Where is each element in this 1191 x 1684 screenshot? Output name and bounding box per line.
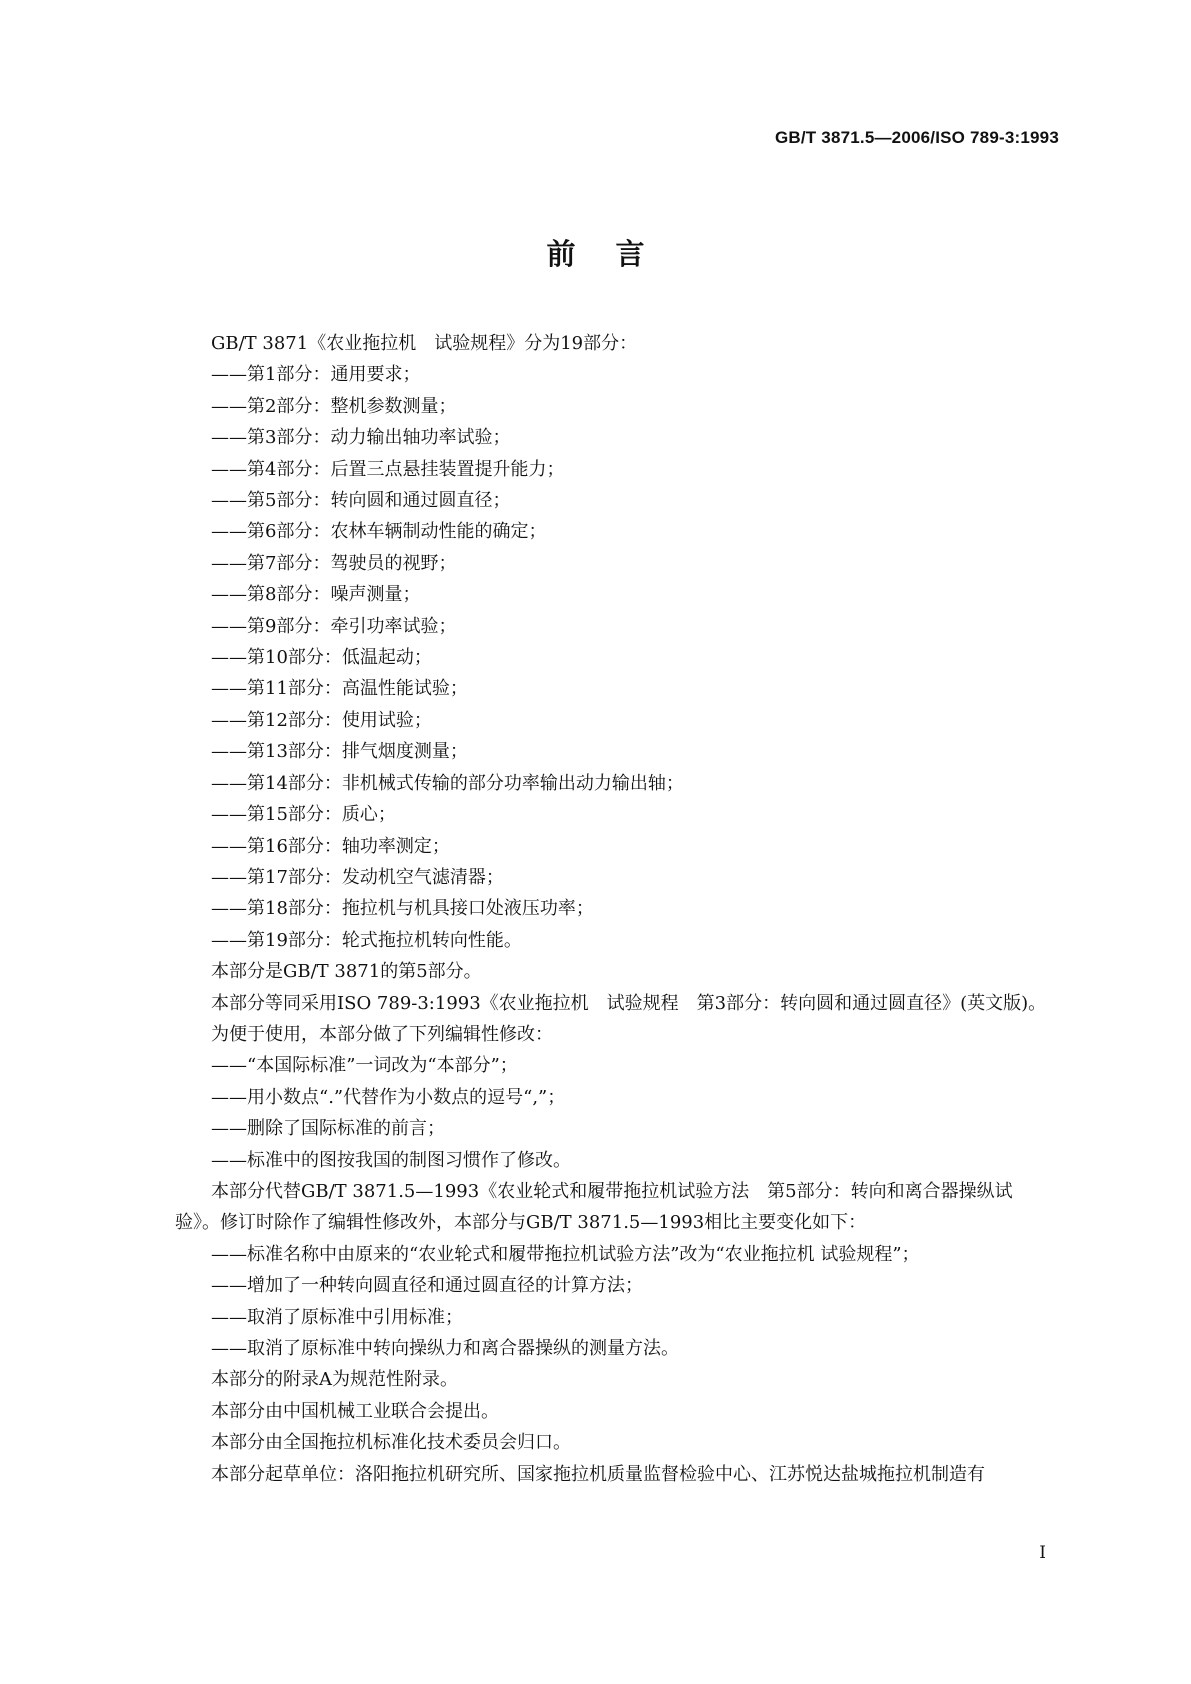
list-item: ——第9部分：牵引功率试验； xyxy=(211,615,457,637)
list-item: ——用小数点“.”代替作为小数点的逗号“,”； xyxy=(211,1086,566,1108)
list-item: ——第13部分：排气烟度测量； xyxy=(211,741,468,763)
list-item: ——取消了原标准中引用标准； xyxy=(211,1306,463,1328)
list-item: ——第6部分：农林车辆制动性能的确定； xyxy=(211,521,547,543)
list-item: ——第15部分：质心； xyxy=(211,804,396,826)
list-item: ——“本国际标准”一词改为“本部分”； xyxy=(211,1055,518,1077)
list-item: ——第12部分：使用试验； xyxy=(211,709,432,731)
list-item: ——第5部分：转向圆和通过圆直径； xyxy=(211,490,511,512)
page-number: I xyxy=(1039,1543,1046,1563)
paragraph: 本部分是GB/T 3871的第5部分。 xyxy=(211,961,482,983)
list-item: ——第1部分：通用要求； xyxy=(211,364,421,386)
paragraph: 本部分起草单位：洛阳拖拉机研究所、国家拖拉机质量监督检验中心、江苏悦达盐城拖拉机制造有 xyxy=(211,1463,985,1485)
standard-code-header: GB/T 3871.5—2006/ISO 789-3:1993 xyxy=(774,128,1059,147)
paragraph: 为便于使用，本部分做了下列编辑性修改： xyxy=(211,1023,553,1045)
paragraph: 本部分由全国拖拉机标准化技术委员会归口。 xyxy=(211,1432,571,1454)
list-item: ——第4部分：后置三点悬挂装置提升能力； xyxy=(211,458,565,480)
list-item: ——第3部分：动力输出轴功率试验； xyxy=(211,427,511,449)
paragraph: 本部分的附录A为规范性附录。 xyxy=(211,1369,458,1391)
list-item: ——第2部分：整机参数测量； xyxy=(211,395,457,417)
paragraph: GB/T 3871《农业拖拉机 试验规程》分为19部分： xyxy=(211,333,638,354)
foreword-body xyxy=(175,328,1051,1490)
list-item: ——第11部分：高温性能试验； xyxy=(211,678,468,700)
list-item: ——增加了一种转向圆直径和通过圆直径的计算方法； xyxy=(211,1275,643,1297)
list-item: ——标准中的图按我国的制图习惯作了修改。 xyxy=(211,1149,571,1171)
paragraph: 本部分代替GB/T 3871.5—1993《农业轮式和履带拖拉机试验方法 第5部分：转向和离合器操纵试验》。修订时除作了编辑性修改外，本部分与GB/T 3871.5—1993相比主要变化如下： xyxy=(175,1180,1013,1234)
list-item: ——第8部分：噪声测量； xyxy=(211,584,421,606)
paragraph: 本部分等同采用ISO 789-3:1993《农业拖拉机 试验规程 第3部分：转向圆和通过圆直径》(英文版)。 xyxy=(211,992,1047,1014)
page-title: 前言 xyxy=(546,237,685,271)
list-item: ——第16部分：轴功率测定； xyxy=(211,835,450,857)
list-item: ——第10部分：低温起动； xyxy=(211,647,432,669)
list-item: ——第18部分：拖拉机与机具接口处液压功率； xyxy=(211,898,594,920)
list-item: ——取消了原标准中转向操纵力和离合器操纵的测量方法。 xyxy=(211,1338,679,1359)
list-item: ——标准名称中由原来的“农业轮式和履带拖拉机试验方法”改为“农业拖拉机 试验规程”； xyxy=(211,1243,920,1265)
list-item: ——第14部分：非机械式传输的部分功率输出动力输出轴； xyxy=(211,772,684,794)
paragraph: 本部分由中国机械工业联合会提出。 xyxy=(211,1400,499,1422)
list-item: ——第17部分：发动机空气滤清器； xyxy=(211,866,504,888)
list-item: ——第19部分：轮式拖拉机转向性能。 xyxy=(211,929,522,951)
list-item: ——删除了国际标准的前言； xyxy=(211,1118,445,1140)
list-item: ——第7部分：驾驶员的视野； xyxy=(211,552,457,574)
